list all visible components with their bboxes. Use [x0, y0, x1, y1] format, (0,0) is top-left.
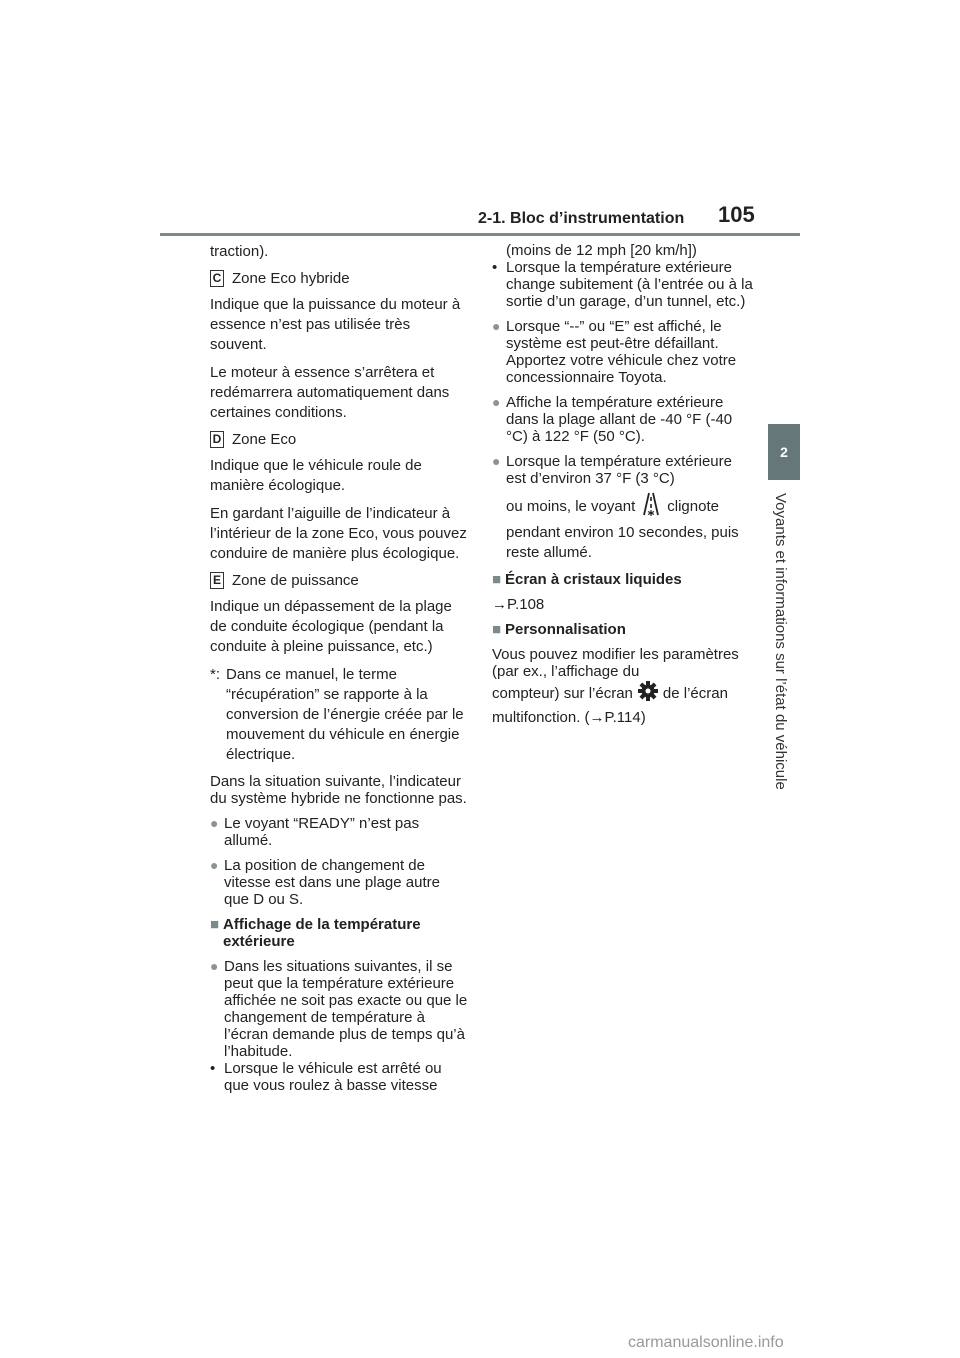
- heading-square-icon: ■: [210, 916, 220, 933]
- footnote-text: Dans ce manuel, le terme “récupération” se rapporte à la conversion de l’énergie créée par le mouvement du véhicule en énergie électrique.: [226, 666, 464, 763]
- paragraph-custom-2: compteur) sur l’écran: [492, 684, 633, 702]
- page-reference: →P.108: [492, 596, 545, 613]
- chapter-tab: [768, 424, 800, 480]
- paragraph-d1: Indique que le véhicule roule de manière écologique.: [210, 457, 422, 494]
- bullet-icon: ●: [210, 857, 219, 873]
- sub-item-text: Lorsque le véhicule est arrêté ou que vous roulez à basse vitesse: [224, 1060, 442, 1094]
- chapter-title: Voyants et informations sur l’état du véhicule: [772, 493, 789, 790]
- settings-gear-icon: [637, 680, 659, 708]
- watermark: carmanualsonline.info: [628, 1334, 784, 1351]
- zone-e-label: [210, 572, 468, 589]
- right-column: [492, 242, 754, 736]
- paragraph-d2: En gardant l’aiguille de l’indicateur à l’intérieur de la zone Eco, vous pouvez conduire de manière plus écologique.: [210, 505, 467, 562]
- zone-letter-c: C: [210, 270, 224, 287]
- footnote-mark: *:: [210, 666, 221, 683]
- bullet-icon: ●: [492, 453, 501, 469]
- paragraph-situation: Dans la situation suivante, l’indicateur du système hybride ne fonctionne pas.: [210, 773, 467, 807]
- paragraph-custom-1: Vous pouvez modifier les paramètres (par ex., l’affichage du: [492, 646, 739, 680]
- bullet-text: Le voyant “READY” n’est pas allumé.: [224, 815, 420, 849]
- bullet-icon: ●: [210, 958, 219, 974]
- heading-text: Écran à cristaux liquides: [505, 571, 682, 588]
- left-column: [210, 242, 468, 1094]
- sub-list-item: [492, 259, 754, 310]
- bullet-text: Lorsque “--” ou “E” est affiché, le système est peut-être défaillant. Apportez votre véhicule chez votre concessionnaire Toyota.: [506, 318, 737, 386]
- paragraph-e1: Indique un dépassement de la plage de conduite écologique (pendant la conduite à pleine puissance, etc.): [210, 598, 452, 655]
- zone-d-label: [210, 431, 468, 448]
- heading-square-icon: ■: [492, 621, 502, 638]
- list-item: [492, 318, 754, 386]
- sub-list-item-continued: [492, 242, 754, 259]
- heading-outside-temp: [210, 916, 468, 950]
- bullet-text: ou moins, le voyant: [506, 497, 636, 515]
- list-item: [492, 453, 754, 563]
- heading-square-icon: ■: [492, 571, 502, 588]
- page-header: [160, 198, 800, 236]
- heading-customization: [492, 621, 754, 638]
- paragraph-custom-2b: de l’écran multifonction. (→P.114): [492, 684, 728, 726]
- list-item: [210, 958, 468, 1060]
- paragraph-c1: Indique que la puissance du moteur à essence n’est pas utilisée très souvent.: [210, 296, 461, 353]
- page-number: 105: [718, 202, 755, 227]
- section-title: 2-1. Bloc d’instrumentation: [478, 210, 685, 227]
- zone-letter-d: D: [210, 431, 224, 448]
- sub-item-text: Lorsque la température extérieure change subitement (à l’entrée ou à la sortie d’un garage, d’un tunnel, etc.): [506, 259, 753, 310]
- road-ice-warning-icon: [639, 491, 663, 523]
- dot-icon: •: [492, 259, 498, 276]
- bullet-icon: ●: [492, 318, 501, 334]
- heading-text: Personnalisation: [505, 621, 626, 638]
- list-item: [492, 394, 754, 445]
- zone-e-text: Zone de puissance: [232, 572, 359, 589]
- dot-icon: •: [210, 1060, 216, 1077]
- footnote: [210, 665, 468, 765]
- header-rule: [160, 233, 800, 236]
- zone-c-text: Zone Eco hybride: [232, 270, 350, 287]
- bullet-text: Lorsque la température extérieure est d’environ 37 °F (3 °C): [506, 453, 732, 487]
- bullet-text: clignote pendant environ 10 secondes, puis reste allumé.: [506, 497, 739, 561]
- bullet-text: Dans les situations suivantes, il se peut que la température extérieure affichée ne soit pas exacte ou que le changement de température à l’écran demande plus de temps qu’à l’habitude.: [224, 958, 468, 1060]
- sub-item-text: (moins de 12 mph [20 km/h]): [506, 242, 697, 259]
- heading-text: Affichage de la température extérieure: [223, 916, 421, 950]
- zone-c-label: [210, 270, 468, 287]
- heading-lcd: [492, 571, 754, 588]
- bullet-text: La position de changement de vitesse est dans une plage autre que D ou S.: [224, 857, 440, 908]
- zone-letter-e: E: [210, 572, 224, 589]
- list-item: [210, 815, 468, 849]
- bullet-icon: ●: [210, 815, 219, 831]
- paragraph-intro: traction).: [210, 243, 269, 260]
- zone-d-text: Zone Eco: [232, 431, 297, 448]
- chapter-number: 2: [780, 444, 788, 460]
- sub-list-item: [210, 1060, 468, 1094]
- bullet-icon: ●: [492, 394, 501, 410]
- bullet-text: Affiche la température extérieure dans la plage allant de -40 °F (-40 °C) à 122 °F (50 °C).: [506, 394, 733, 445]
- paragraph-c2: Le moteur à essence s’arrêtera et redémarrera automatiquement dans certaines conditions.: [210, 364, 450, 421]
- list-item: [210, 857, 468, 908]
